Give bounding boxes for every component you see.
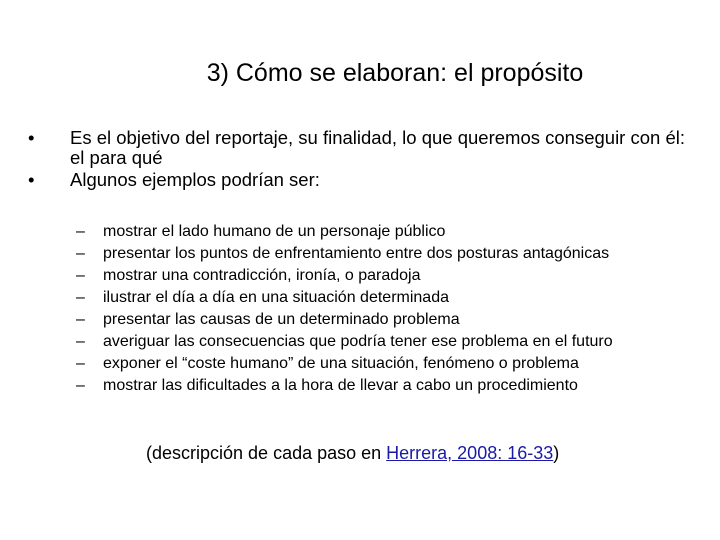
dash-marker: – [76, 289, 85, 306]
reference-link[interactable]: Herrera, 2008: 16-33 [386, 443, 554, 463]
example-item [76, 268, 676, 284]
example-item [76, 356, 676, 372]
dash-marker: – [76, 333, 85, 350]
example-text: presentar los puntos de enfrentamiento entre dos posturas antagónicas [103, 245, 610, 262]
example-item [76, 224, 676, 240]
dash-marker: – [76, 223, 85, 240]
example-text: mostrar una contradicción, ironía, o paradoja [103, 267, 421, 284]
bullet-item [28, 128, 688, 168]
dash-marker: – [76, 311, 85, 328]
example-text: ilustrar el día a día en una situación determinada [103, 289, 449, 306]
example-item [76, 334, 676, 350]
bullet-marker: • [28, 169, 35, 190]
note-prefix: (descripción de cada paso en [146, 443, 387, 463]
example-item [76, 290, 676, 306]
slide-title: 3) Cómo se elaboran: el propósito [206, 59, 584, 87]
examples-list [76, 224, 676, 400]
example-text: mostrar el lado humano de un personaje público [103, 223, 446, 240]
bullet-list [28, 128, 688, 192]
dash-marker: – [76, 267, 85, 284]
bullet-item [28, 170, 688, 190]
note-suffix: ) [553, 443, 560, 463]
dash-marker: – [76, 245, 85, 262]
bullet-text: Es el objetivo del reportaje, su finalidad, lo que queremos conseguir con él: el para qué [70, 127, 685, 168]
bullet-text: Algunos ejemplos podrían ser: [70, 169, 320, 190]
example-item [76, 378, 676, 394]
dash-marker: – [76, 377, 85, 394]
example-text: mostrar las dificultades a la hora de llevar a cabo un procedimiento [103, 377, 578, 394]
dash-marker: – [76, 355, 85, 372]
example-text: exponer el “coste humano” de una situación, fenómeno o problema [103, 355, 579, 372]
example-text: presentar las causas de un determinado problema [103, 311, 460, 328]
example-item [76, 246, 676, 262]
example-item [76, 312, 676, 328]
bullet-marker: • [28, 127, 35, 148]
example-text: averiguar las consecuencias que podría tener ese problema en el futuro [103, 333, 613, 350]
reference-note [146, 442, 559, 464]
